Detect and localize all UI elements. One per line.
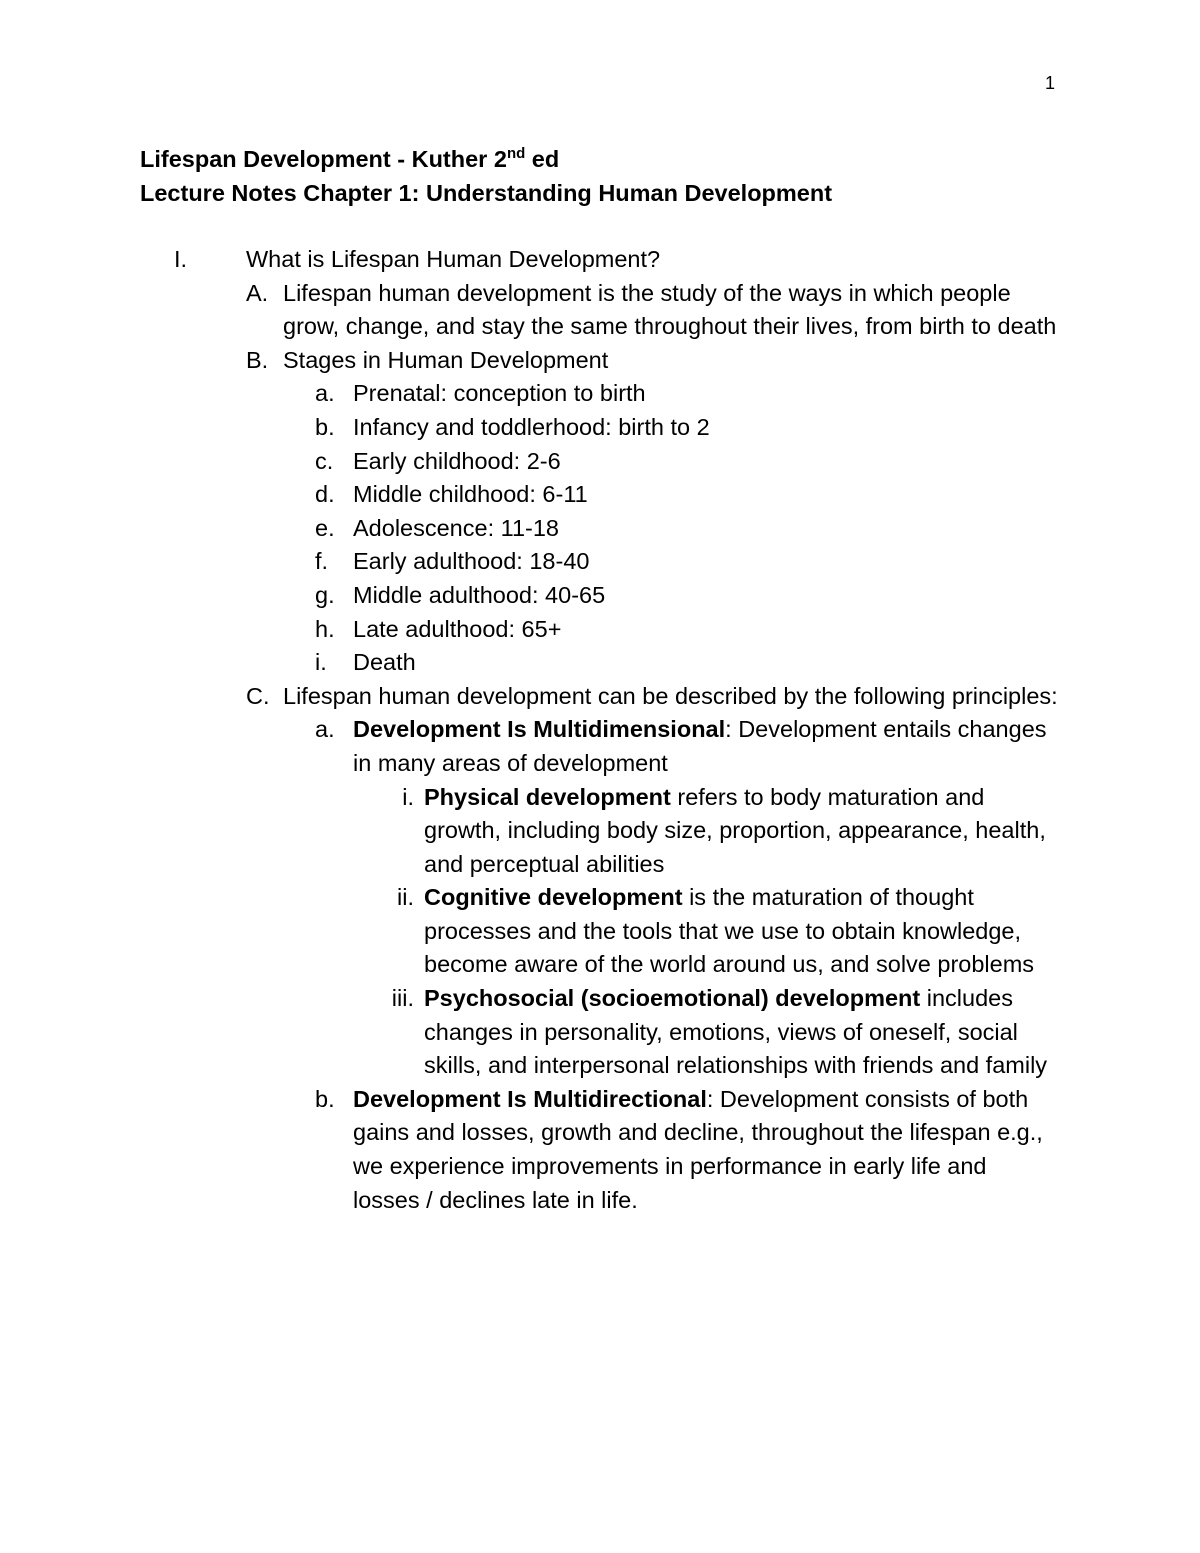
page-number: 1 (1045, 73, 1056, 93)
stage-marker: i. (315, 649, 327, 676)
section-i-c-text: Lifespan human development can be described by the following principles: (283, 682, 1058, 709)
subitem-text (424, 881, 1049, 982)
principle-multidirectional (315, 1083, 1053, 1217)
stage-text: Late adulthood: 65+ (353, 615, 562, 642)
section-i-heading: What is Lifespan Human Development? (246, 246, 661, 272)
subitem-term: Psychosocial (socioemotional) development (424, 985, 921, 1012)
outline (0, 243, 1200, 1217)
subitem-text (424, 982, 1064, 1083)
principle-multidimensional (315, 713, 1063, 780)
stage-item (315, 545, 1200, 579)
title-edition: ed (525, 146, 560, 172)
section-i-c (246, 680, 1063, 714)
stage-text: Early childhood: 2-6 (353, 447, 561, 474)
section-i-marker: I. (174, 246, 188, 272)
stage-item (315, 411, 1200, 445)
stage-text: Early adulthood: 18-40 (353, 548, 590, 575)
stage-item (315, 377, 1200, 411)
section-i-b-marker: B. (246, 346, 269, 373)
stage-text: Death (353, 649, 416, 676)
principle-term: Development Is Multidirectional (353, 1085, 707, 1112)
subitem-definition: includes changes in personality, emotions, views of oneself, social skills, and interpersonal relationships with friends and family (424, 985, 1048, 1079)
subitem-term: Cognitive development (424, 884, 683, 911)
stage-text: Prenatal: conception to birth (353, 380, 646, 407)
stage-marker: b. (315, 413, 335, 440)
document-title (140, 143, 1100, 210)
subitem-psychosocial (391, 982, 1064, 1083)
stage-marker: f. (315, 548, 329, 575)
principle-text (353, 713, 1063, 780)
title-superscript: nd (506, 145, 526, 162)
title-main: Lifespan Development - Kuther 2 (140, 146, 507, 172)
stage-item (315, 646, 1200, 680)
section-i-c-marker: C. (246, 682, 270, 709)
principle-definition: : Development consists of both gains and losses, growth and decline, throughout the lifespan e.g., we experience improvements in performance in early life and losses / declines late in life. (353, 1085, 1043, 1213)
section-i-b (246, 344, 1063, 378)
section-i (174, 243, 1200, 277)
subitem-term: Physical development (424, 783, 671, 810)
subitem-marker: ii. (397, 884, 414, 911)
principle-definition: : Development entails changes in many areas of development (353, 716, 1047, 776)
section-i-b-text: Stages in Human Development (283, 346, 609, 373)
principle-marker: b. (315, 1085, 335, 1112)
subitem-text (424, 781, 1064, 882)
section-i-a (246, 277, 1063, 344)
subitem-definition: refers to body maturation and growth, including body size, proportion, appearance, health, and perceptual abilities (424, 783, 1046, 877)
subitem-definition: is the maturation of thought processes and the tools that we use to obtain knowledge, become aware of the world around us, and solve problems (424, 884, 1035, 978)
stage-item (315, 613, 1200, 647)
stage-item (315, 512, 1200, 546)
stage-item (315, 478, 1200, 512)
stage-text: Middle childhood: 6-11 (353, 481, 588, 508)
stage-marker: g. (315, 581, 335, 608)
title-line-1 (140, 143, 1100, 177)
section-i-a-text: Lifespan human development is the study of the ways in which people grow, change, and stay the same throughout their lives, from birth to death (283, 279, 1057, 340)
subitem-marker: i. (402, 783, 414, 810)
stage-marker: c. (315, 447, 334, 474)
section-i-a-marker: A. (246, 279, 269, 306)
principle-marker: a. (315, 716, 335, 743)
subitem-cognitive (397, 881, 1049, 982)
subitem-physical (402, 781, 1064, 882)
stage-marker: a. (315, 380, 335, 407)
principle-text (353, 1083, 1053, 1217)
stage-text: Middle adulthood: 40-65 (353, 581, 606, 608)
principle-term: Development Is Multidimensional (353, 716, 726, 743)
stage-item (315, 579, 1200, 613)
stage-marker: h. (315, 615, 335, 642)
stage-text: Infancy and toddlerhood: birth to 2 (353, 413, 710, 440)
stage-marker: d. (315, 481, 335, 508)
stage-item (315, 445, 1200, 479)
subitem-marker: iii. (391, 985, 414, 1012)
title-line-2: Lecture Notes Chapter 1: Understanding Human Development (140, 179, 833, 206)
stage-text: Adolescence: 11-18 (353, 514, 559, 541)
stage-marker: e. (315, 514, 335, 541)
